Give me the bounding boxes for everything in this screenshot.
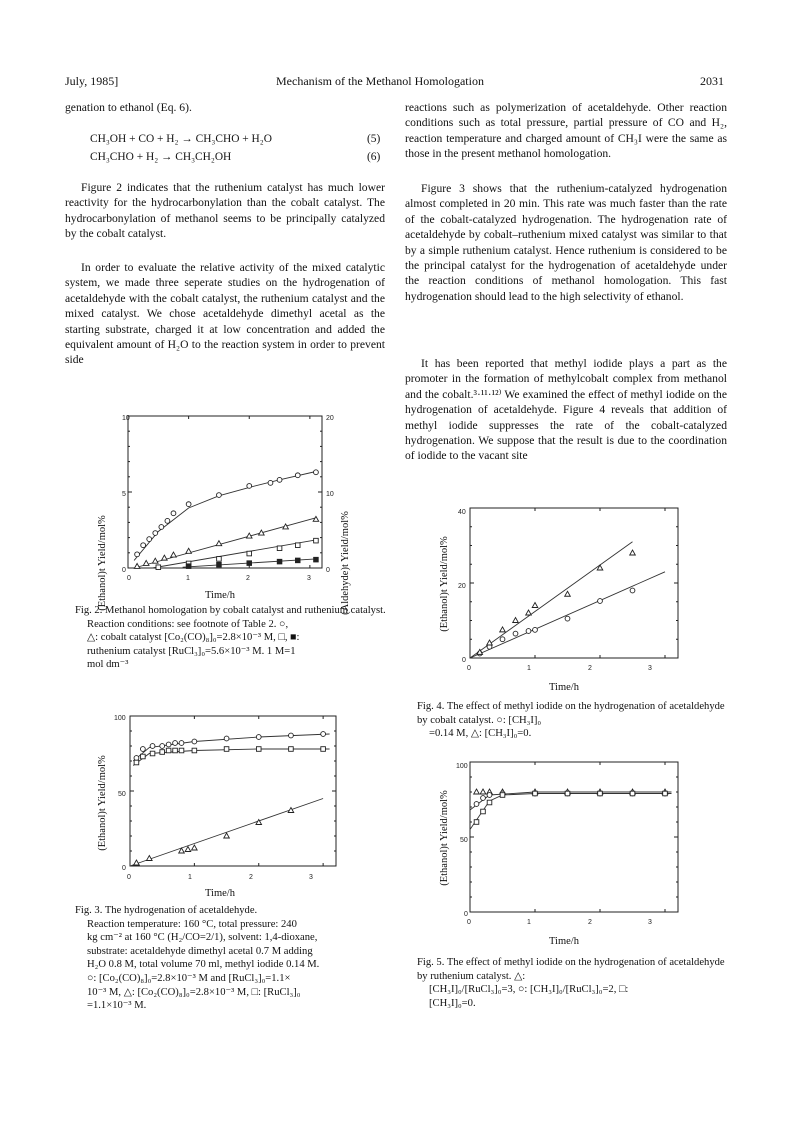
figure-3-caption-line: kg cm⁻² at 160 °C (H₂/CO=2/1), solvent: 1,4-dioxane, <box>87 932 318 944</box>
fig2-circle-marker <box>165 518 170 523</box>
fig4-circle-marker <box>533 627 538 632</box>
fig3-square-marker <box>150 751 155 756</box>
figure-3-caption <box>75 904 387 1013</box>
figure-4 <box>430 502 710 698</box>
equation-6-number: (6) <box>367 151 381 163</box>
fig3-square-marker <box>224 747 229 752</box>
figure-2-caption-line: △: cobalt catalyst [Co₂(CO)₈]₀=2.8×10⁻³ M, □, ■: <box>87 632 300 644</box>
fig3-triangle-marker <box>147 856 153 861</box>
equation-5-number: (5) <box>367 133 381 145</box>
figure-2-ytick-left-5: 5 <box>122 491 126 498</box>
fig2-circle-marker <box>135 552 140 557</box>
running-header-date: July, 1985] <box>65 74 119 88</box>
fig2-triangle-marker <box>162 555 168 560</box>
fig2-circle-marker <box>186 502 191 507</box>
fig2-triangle-marker <box>134 563 140 568</box>
figure-4-plot <box>430 502 710 698</box>
figure-2-ytick-left-0: 0 <box>122 567 126 574</box>
left-paragraph-fig2: Figure 2 indicates that the ruthenium catalyst has much lower reactivity for the hydrocarbonylation than the cobalt catalyst. The hydrocarbonylation of methanol seems to be principally catalyzed by the cobalt catalyst. <box>65 181 385 241</box>
fig5-square-marker <box>481 809 486 814</box>
figure-5-caption-title: Fig. 5. The effect of methyl iodide on the hydrogenation of acetaldehyde by ruthenium catalyst. △: <box>417 957 725 982</box>
fig2-circle-marker <box>171 511 176 516</box>
fig3-circle-marker <box>256 735 261 740</box>
fig5-square-marker <box>487 800 492 805</box>
figure-2-ylabel-right: (Aldehyde)t Yield/mol% <box>340 511 351 615</box>
fig4-circle-marker <box>565 616 570 621</box>
fig4-fitted-curve <box>470 542 633 658</box>
figure-3-caption-line: 10⁻³ M, △: [Co₂(CO)₈]₀=2.8×10⁻³ M, □: [RuCl₃]₀ <box>87 986 301 998</box>
fig4-circle-marker <box>630 588 635 593</box>
fig2-fitted-curve <box>134 472 316 561</box>
fig4-circle-marker <box>598 599 603 604</box>
figure-4-ytick-0: 0 <box>462 657 466 664</box>
figure-3-plot <box>86 708 376 906</box>
figure-3-xtick-2: 2 <box>249 874 253 881</box>
fig2-circle-marker <box>159 525 164 530</box>
figure-3-xlabel: Time/h <box>205 888 235 899</box>
figure-4-xtick-3: 3 <box>648 665 652 672</box>
figure-3-ylabel: (Ethanol)t Yield/mol% <box>97 755 108 851</box>
fig3-circle-marker <box>173 741 178 746</box>
figure-2-ytick-right-20: 20 <box>326 415 334 422</box>
fig5-circle-marker <box>481 796 486 801</box>
figure-3-xtick-3: 3 <box>309 874 313 881</box>
fig2-circle-marker <box>153 531 158 536</box>
figure-4-caption-line: =0.14 M, △: [CH₃I]₀=0. <box>429 728 532 740</box>
fig2-triangle-marker <box>313 516 319 521</box>
fig2-square-marker <box>314 538 319 543</box>
figure-2-xtick-3: 3 <box>307 575 311 582</box>
fig2-filled-square-marker <box>295 558 300 563</box>
fig4-triangle-marker <box>630 550 636 555</box>
fig2-triangle-marker <box>186 548 192 553</box>
fig3-circle-marker <box>192 739 197 744</box>
figure-3-caption-line: =1.1×10⁻³ M. <box>87 1000 147 1012</box>
figure-5-ylabel: (Ethanol)t Yield/mol% <box>439 790 450 886</box>
fig5-triangle-marker <box>474 789 480 794</box>
figure-3-caption-line: H₂O 0.8 M, total volume 70 ml, methyl iodide 0.14 M. <box>87 959 320 971</box>
figure-3-caption-title: Fig. 3. The hydrogenation of acetaldehyde. <box>75 905 258 916</box>
figure-3-ytick-0: 0 <box>122 865 126 872</box>
figure-3-ytick-100: 100 <box>114 715 126 722</box>
figure-5-caption <box>417 956 729 1010</box>
fig4-triangle-marker <box>513 618 519 623</box>
figure-5-xtick-1: 1 <box>527 919 531 926</box>
fig2-triangle-marker <box>171 552 177 557</box>
figure-3-caption-line: ○: [Co₂(CO)₈]₀=2.8×10⁻³ M and [RuCl₃]₀=1.1× <box>87 972 291 984</box>
fig4-circle-marker <box>526 629 531 634</box>
figure-2-xlabel: Time/h <box>205 590 235 601</box>
figure-5-ytick-0: 0 <box>464 911 468 918</box>
figure-2-ytick-right-10: 10 <box>326 491 334 498</box>
fig3-triangle-marker <box>134 860 140 865</box>
fig3-square-marker <box>192 748 197 753</box>
fig2-axes-frame <box>128 416 322 568</box>
fig3-circle-marker <box>321 732 326 737</box>
figure-5-xtick-0: 0 <box>467 919 471 926</box>
fig4-triangle-marker <box>597 565 603 570</box>
fig2-circle-marker <box>295 473 300 478</box>
fig2-square-marker <box>217 557 222 562</box>
figure-2-xtick-0: 0 <box>127 575 131 582</box>
figure-5-xtick-3: 3 <box>648 919 652 926</box>
fig5-square-marker <box>663 791 668 796</box>
fig3-circle-marker <box>166 742 171 747</box>
figure-5-xtick-2: 2 <box>588 919 592 926</box>
fig3-square-marker <box>289 747 294 752</box>
figure-4-caption-title: Fig. 4. The effect of methyl iodide on the hydrogenation of acetaldehyde by cobalt catalyst. ○: [CH₃I]₀ <box>417 701 725 726</box>
figure-5-ytick-50: 50 <box>460 837 468 844</box>
fig2-filled-square-marker <box>277 559 282 564</box>
figure-2-caption-line: mol dm⁻³ <box>87 659 129 671</box>
fig2-square-marker <box>247 551 252 556</box>
fig3-circle-marker <box>160 744 165 749</box>
fig5-square-marker <box>500 793 505 798</box>
fig4-triangle-marker <box>526 610 532 615</box>
fig4-triangle-marker <box>532 603 538 608</box>
fig2-circle-marker <box>141 543 146 548</box>
fig3-circle-marker <box>224 736 229 741</box>
fig2-filled-square-marker <box>217 562 222 567</box>
fig3-circle-marker <box>179 741 184 746</box>
fig3-square-marker <box>160 750 165 755</box>
fig5-square-marker <box>533 791 538 796</box>
fig5-circle-marker <box>487 793 492 798</box>
figure-4-caption <box>417 700 729 741</box>
running-header-title: Mechanism of the Methanol Homologation <box>276 74 484 88</box>
figure-3-caption-line: Reaction temperature: 160 °C, total pressure: 240 <box>87 918 297 930</box>
figure-2-ytick-left-10: 10 <box>122 415 130 422</box>
fig2-circle-marker <box>217 493 222 498</box>
fig3-triangle-marker <box>224 833 230 838</box>
figure-5-plot <box>430 756 710 952</box>
fig4-fitted-curve <box>470 572 665 658</box>
fig3-circle-marker <box>140 747 145 752</box>
fig2-circle-marker <box>147 537 152 542</box>
fig5-fitted-curve <box>470 794 672 830</box>
figure-3-xtick-0: 0 <box>127 874 131 881</box>
figure-2-caption-line: Reaction conditions: see footnote of Table 2. ○, <box>87 618 289 630</box>
figure-3 <box>86 708 376 906</box>
fig2-square-marker <box>156 565 161 570</box>
fig2-triangle-marker <box>216 541 222 546</box>
fig3-triangle-marker <box>192 845 198 850</box>
fig2-triangle-marker <box>152 558 158 563</box>
figure-4-xtick-2: 2 <box>588 665 592 672</box>
figure-2-caption-line: ruthenium catalyst [RuCl₃]₀=5.6×10⁻³ M. 1 M=1 <box>87 645 296 657</box>
fig3-square-marker <box>179 748 184 753</box>
figure-5 <box>430 756 710 952</box>
fig3-square-marker <box>166 748 171 753</box>
fig3-square-marker <box>173 748 178 753</box>
figure-2-xtick-2: 2 <box>246 575 250 582</box>
fig2-square-marker <box>295 543 300 548</box>
figure-2-ytick-right-0: 0 <box>326 567 330 574</box>
figure-4-xtick-1: 1 <box>527 665 531 672</box>
figure-3-ytick-50: 50 <box>118 791 126 798</box>
fig5-circle-marker <box>474 802 479 807</box>
figure-5-xlabel: Time/h <box>549 936 579 947</box>
fig3-circle-marker <box>150 744 155 749</box>
fig3-triangle-marker <box>185 847 191 852</box>
left-paragraph-order: In order to evaluate the relative activity of the mixed catalytic system, we made three seperate studies on the hydrogenation of acetaldehyde with the cobalt catalyst, the ruthenium catalyst and the mixed catalyst. We chose acetaldehyde dimethyl acetal as the starting substrate, charged it at low concentration and added the equivalent amount of H₂O to the reaction system in order to prevent side <box>65 261 385 367</box>
figure-2-caption-title: Fig. 2. Methanol homologation by cobalt catalyst and ruthenium catalyst. <box>75 605 386 616</box>
equation-5: CH₃OH + CO + H₂ → CH₃CHO + H₂O <box>90 133 272 145</box>
fig2-filled-square-marker <box>186 564 191 569</box>
fig2-triangle-marker <box>143 560 149 565</box>
fig5-square-marker <box>630 791 635 796</box>
figure-4-xlabel: Time/h <box>549 682 579 693</box>
equation-6: CH₃CHO + H₂ → CH₃CH₂OH <box>90 151 232 163</box>
fig2-circle-marker <box>268 480 273 485</box>
figure-4-ytick-20: 20 <box>458 583 466 590</box>
fig2-filled-square-marker <box>314 557 319 562</box>
fig2-circle-marker <box>314 470 319 475</box>
fig2-square-marker <box>277 546 282 551</box>
fig2-circle-marker <box>277 477 282 482</box>
fig5-axes-frame <box>470 762 678 912</box>
fig3-square-marker <box>134 760 139 765</box>
figure-3-xtick-1: 1 <box>188 874 192 881</box>
figure-5-caption-line: [CH₃I]₀=0. <box>429 997 476 1009</box>
fig5-square-marker <box>598 791 603 796</box>
fig3-circle-marker <box>289 733 294 738</box>
figure-2-ylabel-left: (Ethanol)t Yield/mol% <box>97 515 108 611</box>
fig3-circle-marker <box>134 756 139 761</box>
left-paragraph-top: genation to ethanol (Eq. 6). <box>65 101 192 114</box>
fig2-circle-marker <box>247 484 252 489</box>
right-paragraph-2: Figure 3 shows that the ruthenium-catalyzed hydrogenation almost completed in 20 min. This rate was much faster than the rate of the cobalt-catalyzed hydrogenation. The hydrogenation rate of acetaldehyde by cobalt–ruthenium mixed catalyst was similar to that by a simple ruthenium catalyst. Hence ruthenium is considered to be the principal catalyst for the hydrogenation of acetaldehyde under the reaction conditions of methanol homologation. This fast hydrogenation should lead to the high selectivity of ethanol. <box>405 182 727 303</box>
fig4-triangle-marker <box>565 591 571 596</box>
fig2-filled-square-marker <box>247 561 252 566</box>
fig3-square-marker <box>141 754 146 759</box>
fig4-circle-marker <box>513 631 518 636</box>
figure-4-xtick-0: 0 <box>467 665 471 672</box>
fig4-triangle-marker <box>500 627 506 632</box>
fig5-triangle-marker <box>480 789 486 794</box>
page-number: 2031 <box>700 74 724 88</box>
fig5-square-marker <box>474 820 479 825</box>
figure-5-ytick-100: 100 <box>456 763 468 770</box>
fig3-square-marker <box>321 747 326 752</box>
figure-2-caption <box>75 604 387 672</box>
fig3-square-marker <box>256 747 261 752</box>
figure-4-ytick-40: 40 <box>458 509 466 516</box>
figure-5-caption-line: [CH₃I]₀/[RuCl₃]₀=3, ○: [CH₃I]₀/[RuCl₃]₀=2, □: <box>429 984 629 996</box>
figure-4-ylabel: (Ethanol)t Yield/mol% <box>439 536 450 632</box>
right-paragraph-3: It has been reported that methyl iodide plays a part as the promoter in the formation of methylcobalt complex from methanol and the cobalt.³·¹¹·¹²⁾ We examined the effect of methyl iodide on the hydrogenation of acetaldehyde. Figure 4 reveals that addition of methyl iodide suppresses the rate of the cobalt-catalyzed hydrogenation. We suppose that the result is due to the coordination of iodide to the vacant site <box>405 357 727 463</box>
fig5-square-marker <box>565 791 570 796</box>
fig4-circle-marker <box>500 637 505 642</box>
right-paragraph-1: reactions such as polymerization of acetaldehyde. Other reaction conditions such as total pressure, partial pressure of CO and H₂, reaction temperature and charged amount of CH₃I were the same as those in the present methanol homologation. <box>405 101 727 161</box>
figure-2-xtick-1: 1 <box>186 575 190 582</box>
figure-3-caption-line: substrate: acetaldehyde dimethyl acetal 0.7 M adding <box>87 945 313 957</box>
